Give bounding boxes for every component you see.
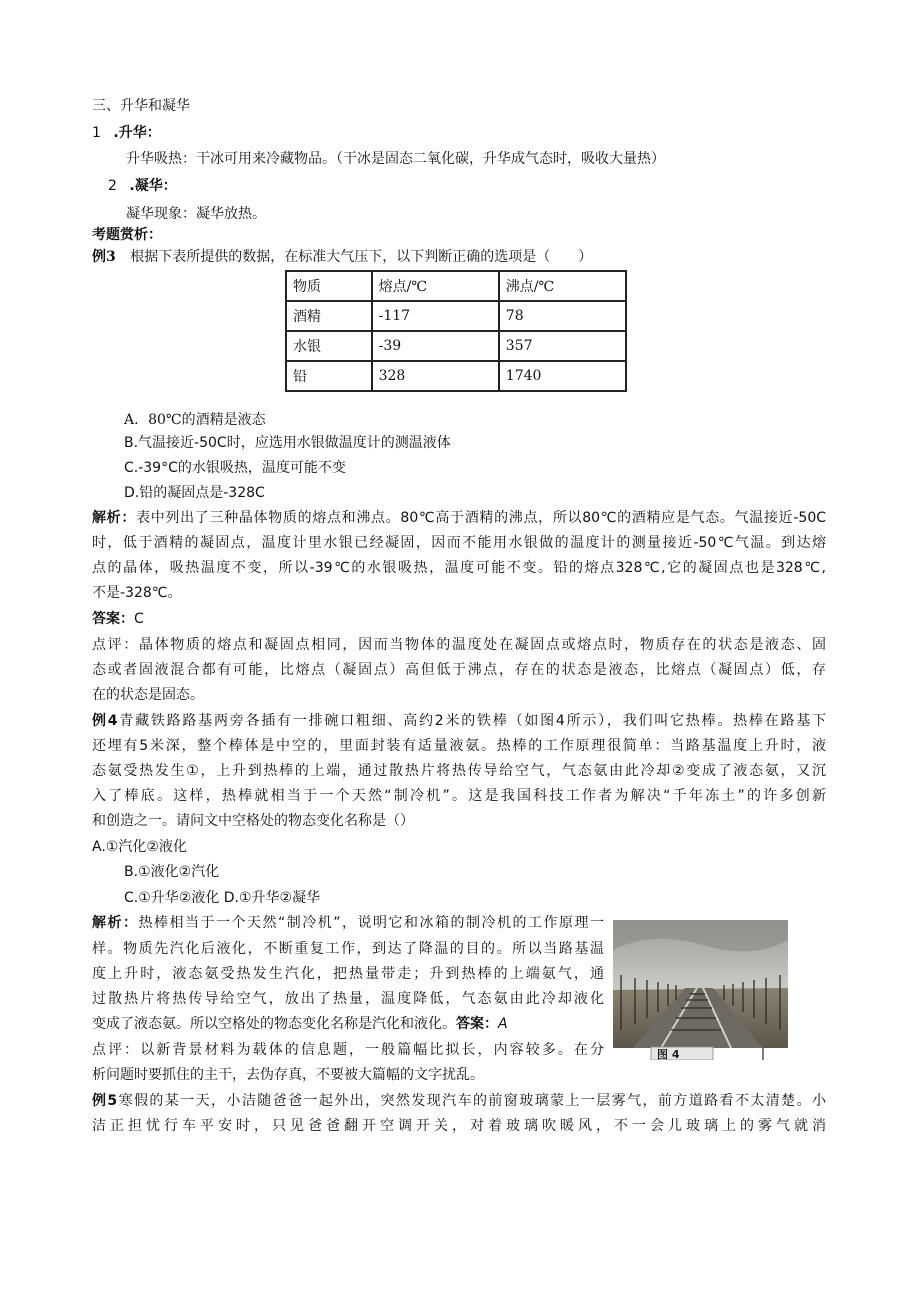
ex4-analysis-line: 过散热片将热传导给空气，放出了热量，温度降低，气态氨由此冷却液化 <box>92 991 604 1007</box>
item1-number: 1 <box>92 125 101 141</box>
table-header-cell: 沸点/℃ <box>499 271 626 301</box>
table-cell: 铅 <box>286 361 372 391</box>
ex3-option-b: B.气温接近-50C时，应选用水银做温度计的测温液体 <box>124 435 451 451</box>
ex4-text-line <box>92 710 826 732</box>
ex3-comment-line: 点评：晶体物质的熔点和凝固点相同，因而当物体的温度处在凝固点或熔点时，物质存在的状态是液态、固 <box>92 637 826 653</box>
table-row <box>286 361 626 391</box>
ex4-comment-line: 析问题时要抓住的主干，去伪存真，不要被大篇幅的文字扰乱。 <box>92 1067 484 1083</box>
table-row <box>286 331 626 361</box>
table-cell: 水银 <box>286 331 372 361</box>
ex4-answer: A <box>498 1016 508 1032</box>
ex3-analysis-text: 表中列出了三种晶体物质的熔点和沸点。80℃高于酒精的沸点，所以80℃的酒精应是气态。气温接近-50C <box>136 510 826 526</box>
analysis-heading: 考题赏析： <box>92 227 162 243</box>
section-heading: 三、升华和凝华 <box>92 98 190 114</box>
ex3-answer-line <box>92 608 144 630</box>
ex3-question-line <box>92 246 592 268</box>
ex5-text-line: 洁正担忧行车平安时，只见爸爸翻开空调开关，对着玻璃吹暖风，不一会儿玻璃上的雾气就消 <box>92 1118 826 1134</box>
table-cell: -39 <box>372 331 499 361</box>
table-cell: 酒精 <box>286 301 372 331</box>
ex4-comment-line: 点评：以新背景材料为载体的信息题，一般篇幅比拟长，内容较多。在分 <box>92 1042 604 1058</box>
table-cell: 78 <box>499 301 626 331</box>
table-cell: 328 <box>372 361 499 391</box>
ex3-question: 根据下表所提供的数据，在标准大气压下，以下判断正确的选项是（ ） <box>130 249 593 265</box>
ex5-text: 寒假的某一天，小洁随爸爸一起外出，突然发现汽车的前窗玻璃蒙上一层雾气，前方道路看不太清楚。小 <box>117 1093 826 1109</box>
ex4-label: 例4 <box>92 713 118 729</box>
ex5-text-line <box>92 1090 826 1112</box>
figure-caption: 图 4 <box>657 1048 680 1060</box>
ex3-answer: C <box>134 611 144 627</box>
ex3-comment-line: 在的状态是固态。 <box>92 687 204 703</box>
ex3-option-d: D.铅的凝固点是-328C <box>124 485 265 501</box>
ex3-analysis-label: 解析： <box>92 510 137 526</box>
ex4-analysis-line <box>92 1013 508 1035</box>
item2-number: 2 <box>108 178 117 194</box>
ex3-analysis-line: 点的晶体，吸热温度不变，所以-39℃的水银吸热，温度可能不变。铅的熔点328℃,它的凝固点也是328℃, <box>92 560 826 576</box>
table-cell: -117 <box>372 301 499 331</box>
ex4-text: 青藏铁路路基两旁各插有一排碗口粗细、高约2米的铁棒（如图4所示），我们叫它热棒。热棒在路基下 <box>117 713 827 729</box>
table-cell: 357 <box>499 331 626 361</box>
ex3-answer-label: 答案： <box>92 611 134 627</box>
table-header-cell: 熔点/℃ <box>372 271 499 301</box>
ex3-option-c: C.-39°C的水银吸热，温度可能不变 <box>124 460 346 476</box>
figure-4 <box>613 920 788 1060</box>
ex3-label: 例3 <box>92 249 116 265</box>
ex4-analysis-text: 变成了液态氨。所以空格处的物态变化名称是汽化和液化。 <box>92 1016 456 1032</box>
ex3-comment-line: 态或者固液混合都有可能，比熔点（凝固点）高但低于沸点，存在的状态是液态，比熔点（凝固点）低，存 <box>92 662 826 678</box>
table-header-cell: 物质 <box>286 271 372 301</box>
ex4-text-line: 和创造之一。请问文中空格处的物态变化名称是（） <box>92 813 414 829</box>
ex3-analysis-line: 不是-328℃。 <box>92 585 182 601</box>
ex4-option-cd: C.①升华②液化 D.①升华②凝华 <box>124 890 321 906</box>
table-cell: 1740 <box>499 361 626 391</box>
ex4-option-b: B.①液化②汽化 <box>124 864 220 880</box>
ex4-analysis-line: 度上升时，液态氨受热发生汽化，把热量带走；升到热棒的上端氨气，通 <box>92 966 604 982</box>
ex4-analysis-label: 解析： <box>92 915 139 931</box>
table-header-row <box>286 271 626 301</box>
melting-boiling-table <box>285 270 627 392</box>
ex4-analysis-line: 样。物质先汽化后液化，不断重复工作，到达了降温的目的。所以当路基温 <box>92 941 604 957</box>
item2-text: 凝华现象：凝华放热。 <box>126 206 266 222</box>
item1-label: .升华： <box>113 125 161 141</box>
item2-label: .凝华： <box>129 178 177 194</box>
ex4-text-line: 入了棒底。这样，热棒就相当于一个天然“制冷机”。这是我国科技工作者为解决“千年冻土”的许多创新 <box>92 788 826 804</box>
ex4-option-a: A.①汽化②液化 <box>92 839 187 855</box>
ex5-label: 例5 <box>92 1093 118 1109</box>
railway-photo <box>613 920 788 1060</box>
ex3-option-a: A．80℃的酒精是液态 <box>124 412 266 428</box>
ex4-analysis-line <box>92 912 604 934</box>
ex3-analysis-line <box>92 507 826 529</box>
item2-heading <box>108 175 177 197</box>
table-row <box>286 301 626 331</box>
ex4-text-line: 还埋有5米深，整个棒体是中空的，里面封装有适量液氨。热棒的工作原理很简单：当路基温度上升时，液 <box>92 738 826 754</box>
ex4-analysis-text: 热棒相当于一个天然“制冷机”，说明它和冰箱的制冷机的工作原理一 <box>138 915 604 931</box>
ex3-analysis-line: 时，低于酒精的凝固点，温度计里水银已经凝固，因而不能用水银做的温度计的测量接近-50℃气温。到达熔 <box>92 535 826 551</box>
ex4-text-line: 态氨受热发生①，上升到热棒的上端，通过散热片将热传导给空气，气态氨由此冷却②变成了液态氨，又沉 <box>92 763 826 779</box>
item1-text: 升华吸热：干冰可用来冷藏物品。（干冰是固态二氧化碳，升华成气态时，吸收大量热） <box>126 151 665 167</box>
item1-heading <box>92 122 161 144</box>
ex4-answer-label: 答案： <box>456 1016 498 1032</box>
